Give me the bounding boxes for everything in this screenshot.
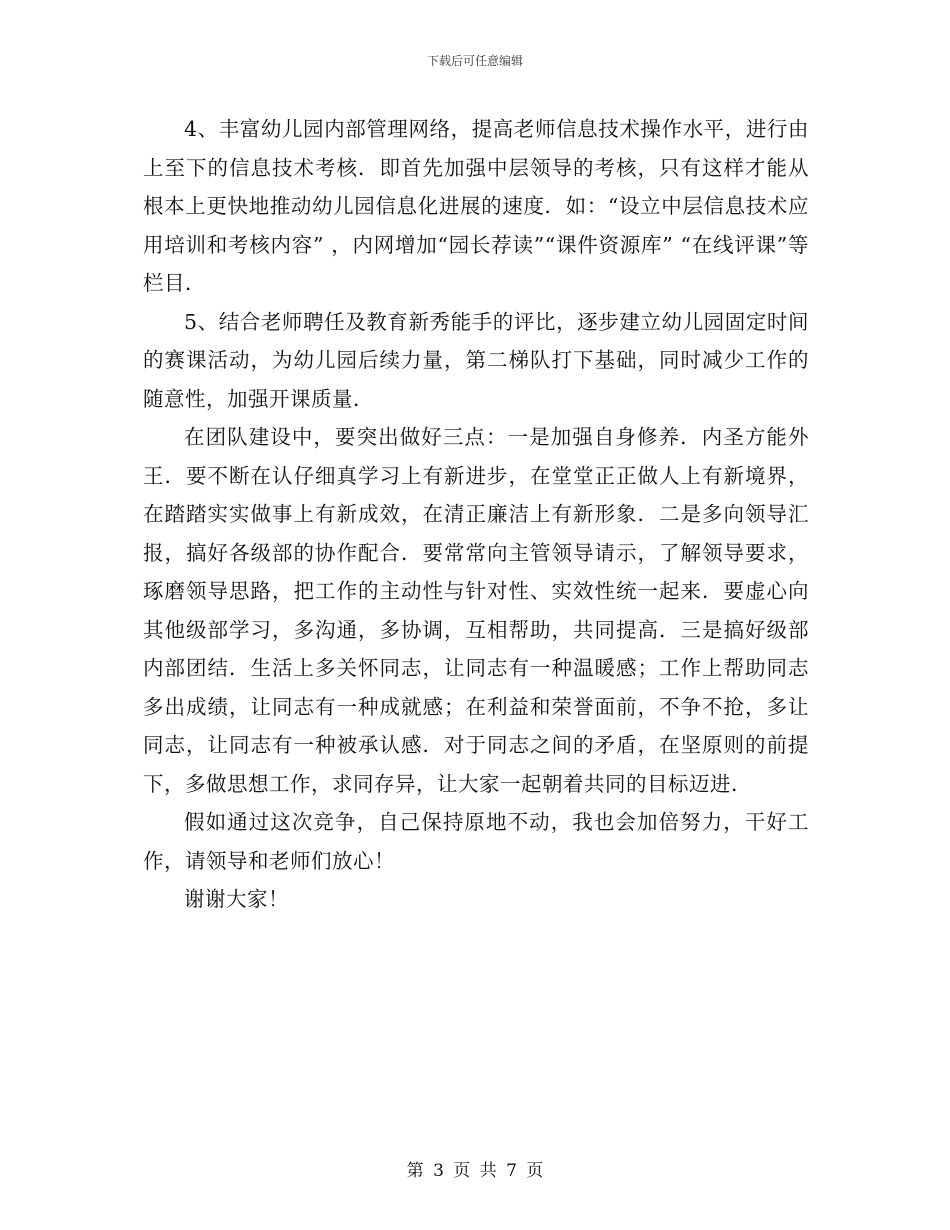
paragraph-team-building: 在团队建设中，要突出做好三点：一是加强自身修养．内圣方能外王．要不断在认仔细真学习上有新进步，在堂堂正正做人上有新境界，在踏踏实实做事上有新成效，在清正廉洁上有新形象．二是多向领导汇报，搞好各级部的协作配合．要常常向主管领导请示，了解领导要求，琢磨领导思路，把工作的主动性与针对性、实效性统一起来．要虚心向其他级部学习，多沟通，多协调，互相帮助，共同提高．三是搞好级部内部团结．生活上多关怀同志，让同志有一种温暖感；工作上帮助同志多出成绩，让同志有一种成就感；在利益和荣誉面前，不争不抢，多让同志，让同志有一种被承认感．对于同志之间的矛盾，在坚原则的前提下，多做思想工作，求同存异，让大家一起朝着共同的目标迈进．: [143, 425, 809, 796]
paragraph-item-4: 4、丰富幼儿园内部管理网络，提高老师信息技术操作水平，进行由上至下的信息技术考核．即首先加强中层领导的考核，只有这样才能从根本上更快地推动幼儿园信息化进展的速度．如：“设立中层信息技术应用培训和考核内容” ，内网增加“园长荐读”“课件资源库” “在线评课”等栏目．: [143, 117, 809, 295]
page-number-footer: 第 3 页 共 7 页: [406, 1161, 544, 1181]
paragraph-item-5: 5、结合老师聘任及教育新秀能手的评比，逐步建立幼儿园固定时间的赛课活动，为幼儿园后续力量，第二梯队打下基础，同时减少工作的随意性，加强开课质量．: [143, 309, 809, 411]
document-body: [143, 110, 809, 919]
paragraph-thanks: 谢谢大家！: [184, 887, 289, 911]
page-header: 下载后可任意编辑: [426, 54, 523, 68]
paragraph-commitment: 假如通过这次竞争，自己保持原地不动，我也会加倍努力，干好工作，请领导和老师们放心！: [143, 810, 809, 873]
